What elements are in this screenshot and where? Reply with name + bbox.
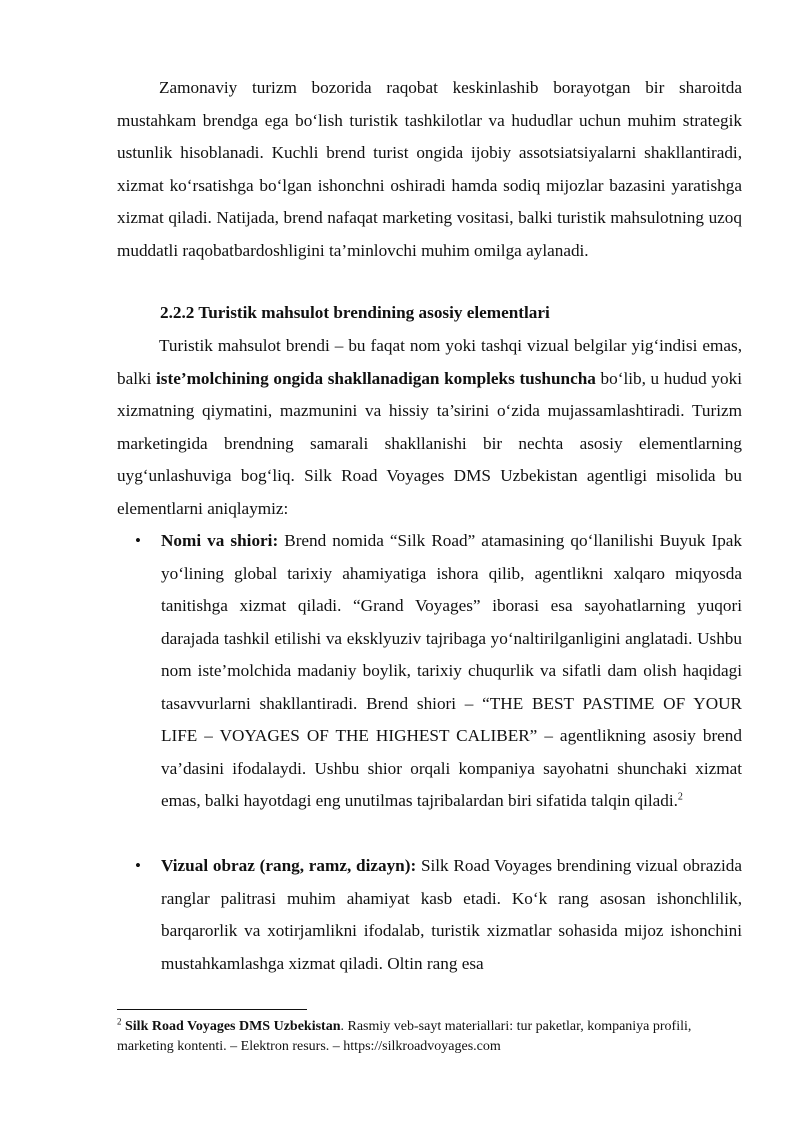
bullet-marker: • <box>135 856 141 875</box>
elements-paragraph-text-end: bo‘lib, u hudud yoki xizmatning qiymatini, mazmunini va hissiy ta’sirini o‘zida mujassamlashtiradi. Turizm marketingida brendning samarali shakllanishi bir nechta asosiy elementlarning uyg‘unlashuviga bog‘liq. Silk Road Voyages DMS Uzbekistan agentligi misolida bu elementlarni aniqlaymiz: <box>117 368 742 518</box>
elements-paragraph-text-start: Turistik mahsulot brendi – bu faqat nom yoki tashqi vizual belgilar yig‘indisi emas, balki <box>117 336 742 388</box>
bullet-item-name-slogan <box>135 525 743 818</box>
footnote-reference[interactable]: 2 <box>677 791 683 803</box>
footnote-source-title: Silk Road Voyages DMS Uzbekistan <box>125 1019 341 1034</box>
bullet-text: Brend nomida “Silk Road” atamasining qo‘llanilishi Buyuk Ipak yo‘lining global tarixiy ahamiyatiga ishora qilib, agentlikni xalqaro miqyosda tanitishga xizmat qiladi. “Grand Voyages” iborasi esa sayohatlarning yuqori darajada tashkil etilishi va eksklyuziv tajribaga yo‘naltirilganligini anglatadi. Ushbu nom iste’molchida madaniy boylik, tarixiy chuqurlik va sifatli dam olish haqidagi tasavvurlarni shakllantiradi. Brend shiori – “THE BEST PASTIME OF YOUR LIFE – VOYAGES OF THE HIGHEST CALIBER” – agentlikning asosiy brend va’dasini ifodalaydi. Ushbu shior orqali kompaniya sayohatni shunchaki xizmat emas, balki hayotdagi eng unutilmas tajribalardan biri sifatida talqin qiladi. <box>161 531 743 810</box>
elements-paragraph <box>117 330 742 525</box>
footnote <box>117 1017 742 1057</box>
footnote-divider <box>117 1009 307 1010</box>
bullet-title: Nomi va shiori: <box>161 531 279 550</box>
bullet-text: Silk Road Voyages brendining vizual obrazida ranglar palitrasi muhim ahamiyat kasb etadi. Ko‘k rang asosan ishonchlilik, barqarorlik va xotirjamlikni ifodalab, turistik xizmatlar sohasida mijoz ishonchini mustahkamlashga xizmat qiladi. Oltin rang esa <box>161 856 742 973</box>
bullet-marker: • <box>135 531 141 550</box>
footnote-text: . Rasmiy veb-sayt materiallari: tur paketlar, kompaniya profili, marketing kontenti. – Elektron resurs. – https://silkroadvoyages.com <box>117 1019 692 1054</box>
footnote-number: 2 <box>117 1016 122 1027</box>
bullet-item-visual-image <box>135 850 742 980</box>
intro-paragraph: Zamonaviy turizm bozorida raqobat keskinlashib borayotgan bir sharoitda mustahkam brendga ega bo‘lish turistik tashkilotlar va hududlar uchun muhim strategik ustunlik hisoblanadi. Kuchli brend turist ongida ijobiy assotsiatsiyalarni shakllantiradi, xizmat ko‘rsatishga bo‘lgan ishonchni oshiradi hamda sodiq mijozlar bazasini yaratishga xizmat qiladi. Natijada, brend nafaqat marketing vositasi, balki turistik mahsulotning uzoq muddatli raqobatbardoshligini ta’minlovchi muhim omilga aylanadi. <box>117 78 742 260</box>
elements-paragraph-emphasis: iste’molchining ongida shakllanadigan kompleks tushuncha <box>156 368 596 388</box>
bullet-title: Vizual obraz (rang, ramz, dizayn): <box>161 856 417 875</box>
section-heading: 2.2.2 Turistik mahsulot brendining asosiy elementlari <box>160 303 550 322</box>
